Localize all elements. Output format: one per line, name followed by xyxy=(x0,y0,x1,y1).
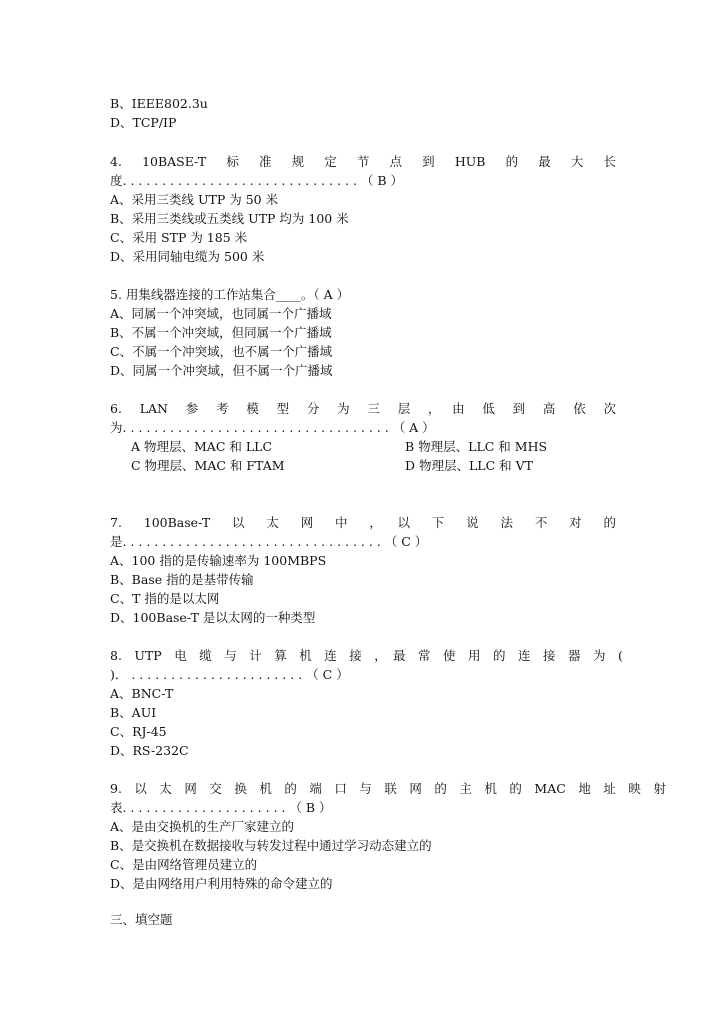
q7-option-a: A、100 指的是传输速率为 100MBPS xyxy=(110,553,327,568)
section-3-heading: 三、填空题 xyxy=(110,912,173,927)
q6-option-d: D 物理层、LLC 和 VT xyxy=(405,458,533,473)
q9-option-a: A、是由交换机的生产厂家建立的 xyxy=(110,819,295,834)
q6-stem-line1: 6. LAN 参 考 模 型 分 为 三 层 ， 由 低 到 高 依 次 xyxy=(110,401,616,416)
q7-stem-line2: 是. . . . . . . . . . . . . . . . . . . . . . . . . . . . . . . . . （ C ） xyxy=(110,534,428,549)
q9-stem-line2: 表. . . . . . . . . . . . . . . . . . . . . （ B ） xyxy=(110,800,332,815)
q8-option-c: C、RJ-45 xyxy=(110,724,167,739)
q9-option-d: D、是由网络用户利用特殊的命令建立的 xyxy=(110,876,333,891)
q5-option-d: D、同属一个冲突域，但不属一个广播域 xyxy=(110,363,333,378)
q8-stem-line1: 8. UTP 电 缆 与 计 算 机 连 接 ， 最 常 使 用 的 连 接 器 为 ( xyxy=(110,648,623,663)
q4-option-b: B、采用三类线或五类线 UTP 均为 100 米 xyxy=(110,211,349,226)
q6-stem-line2: 为. . . . . . . . . . . . . . . . . . . . . . . . . . . . . . . . . . （ A ） xyxy=(110,420,435,435)
q7-option-c: C、T 指的是以太网 xyxy=(110,591,220,606)
q6-option-b: B 物理层、LLC 和 MHS xyxy=(405,439,548,454)
q-prev-option-d: D、TCP/IP xyxy=(110,115,177,130)
q8-option-d: D、RS-232C xyxy=(110,743,189,758)
q4-stem-line2: 度. . . . . . . . . . . . . . . . . . . . . . . . . . . . . . （ B ） xyxy=(110,173,404,188)
q4-option-d: D、采用同轴电缆为 500 米 xyxy=(110,249,265,264)
q4-stem-line1: 4. 10BASE-T 标 准 规 定 节 点 到 HUB 的 最 大 长 xyxy=(110,154,616,169)
q7-option-d: D、100Base-T 是以太网的一种类型 xyxy=(110,610,316,625)
q-prev-option-b: B、IEEE802.3u xyxy=(110,96,208,111)
q4-option-c: C、采用 STP 为 185 米 xyxy=(110,230,248,245)
q6-option-c: C 物理层、MAC 和 FTAM xyxy=(131,458,285,473)
q5-option-b: B、不属一个冲突域，但同属一个广播域 xyxy=(110,325,332,340)
q7-stem-line1: 7. 100Base-T 以 太 网 中 ， 以 下 说 法 不 对 的 xyxy=(110,515,616,530)
q9-option-c: C、是由网络管理员建立的 xyxy=(110,857,258,872)
q9-option-b: B、是交换机在数据接收与转发过程中通过学习动态建立的 xyxy=(110,838,432,853)
q5-option-c: C、不属一个冲突域，也不属一个广播域 xyxy=(110,344,333,359)
q9-stem-line1: 9. 以 太 网 交 换 机 的 端 口 与 联 网 的 主 机 的 MAC 地 址 映 射 xyxy=(110,781,666,796)
q8-stem-line2: )． . . . . . . . . . . . . . . . . . . . . . . （ C ） xyxy=(110,667,349,682)
q5-option-a: A、同属一个冲突域，也同属一个广播域 xyxy=(110,306,332,321)
q4-option-a: A、采用三类线 UTP 为 50 米 xyxy=(110,192,279,207)
q5-stem: 5. 用集线器连接的工作站集合____。（ A ） xyxy=(110,287,350,302)
q8-option-b: B、AUI xyxy=(110,705,157,720)
q6-option-a: A 物理层、MAC 和 LLC xyxy=(131,439,273,454)
q8-option-a: A、BNC-T xyxy=(110,686,174,701)
q7-option-b: B、Base 指的是基带传输 xyxy=(110,572,254,587)
